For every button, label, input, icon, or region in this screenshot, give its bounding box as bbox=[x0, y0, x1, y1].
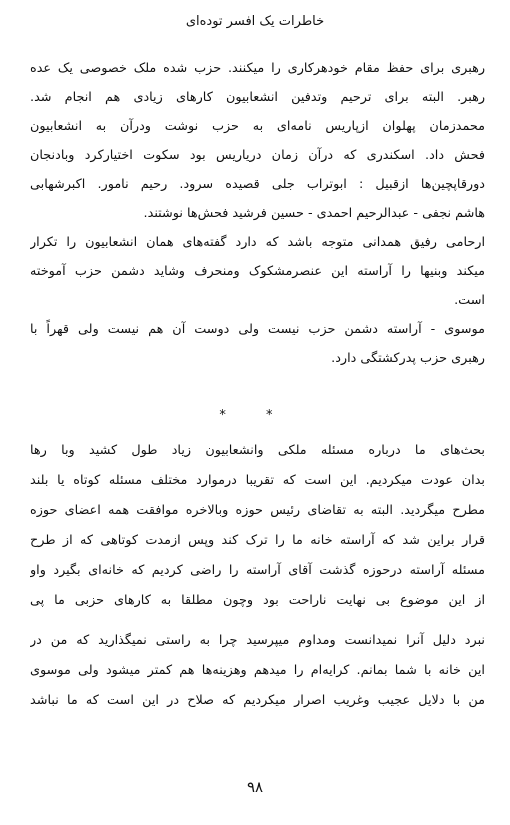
text-line: قرار براین شد که آراسته خانه ما را ترک کند وپس ازمدت کوتاهی که از طرح bbox=[30, 533, 485, 548]
text-line: مسئله آراسته درحوزه گذشت آقای آراسته را راضی کردیم که خانه‌ای بگیرد واو bbox=[30, 563, 485, 578]
text-line: رهبری برای حفظ مقام خودهرکاری را میکنند. حزب شده ملک خصوصی یک عده bbox=[30, 61, 485, 76]
text-line: دورقاپچین‌ها ازقبیل : ابوتراب جلی قصیده سرود. رحیم نامور. اکبرشهابی bbox=[30, 177, 485, 192]
section-separator: * * bbox=[219, 408, 291, 423]
text-line: بحث‌های ما درباره مسئله ملکی وانشعابیون زیاد طول کشید وبا رها bbox=[30, 443, 485, 458]
page-number: ۹۸ bbox=[246, 778, 264, 796]
text-line: هاشم نجفی - عبدالرحیم احمدی - حسین فرشید فحش‌ها نوشتند. bbox=[143, 206, 485, 221]
text-line: رهبری حزب پدرکشتگی دارد. bbox=[331, 351, 485, 366]
text-line: رهبر. البته برای ترحیم وتدفین انشعابیون کارهای زیادی هم انجام شد. bbox=[30, 90, 485, 105]
text-line: مطرح میگردید. البته به تقاضای رئیس حوزه وبالاخره موافقت همه اعضای حوزه bbox=[30, 503, 485, 518]
text-line: بدان عودت میکردیم. این است که تقریبا درموارد مختلف مسئله کوتاه یا بلند bbox=[30, 473, 485, 488]
text-line: محمدزمان پهلوان ازپاریس نامه‌ای به حزب نوشت ودرآن به انشعابیون bbox=[30, 119, 485, 134]
text-line: نبرد دلیل آنرا نمیدانست ومداوم میپرسید چرا به راستی نمیگذارید که من در bbox=[30, 633, 485, 648]
text-line: این خانه با شما بمانم. کرایه‌ام را میدهم وهزینه‌ها هم کمتر میشود ولی موسوی bbox=[30, 663, 485, 678]
paragraph-block-bottom bbox=[30, 440, 485, 740]
text-line: از این موضوع بی نهایت ناراحت بود وچون مطلقا به کارهای حزبی ما پی bbox=[30, 593, 485, 608]
paragraph-block-top bbox=[30, 58, 485, 398]
text-line: میکند وبنیها را آراسته این عنصرمشکوک ومنحرف وشاید دشمن حزب آموخته bbox=[30, 264, 485, 279]
text-line: است. bbox=[454, 293, 485, 308]
text-line: من با دلایل عجیب وغریب اصرار میکردیم که صلاح در این است که ما نباشد bbox=[30, 693, 485, 708]
text-line: فحش داد. اسکندری که درآن زمان دریاریس بود سکوت اختیارکرد وبادنجان bbox=[30, 148, 485, 163]
text-line: موسوی - آراسته دشمن حزب نیست ولی دوست آن هم نیست ولی قهراً با bbox=[30, 322, 485, 337]
text-line: ارحامی رفیق همدانی متوجه باشد که دارد گفته‌های همان انشعابیون را تکرار bbox=[30, 235, 485, 250]
running-header: خاطرات یک افسر توده‌ای bbox=[185, 14, 325, 29]
